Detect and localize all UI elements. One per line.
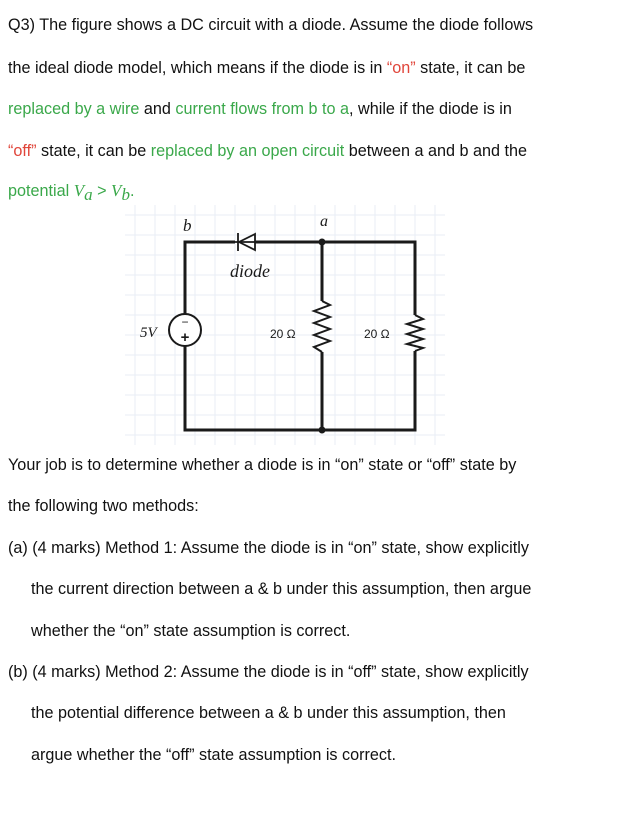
q3-line-4: “off” state, it can be replaced by an open circuit between a and b and the (8, 142, 527, 160)
node-a-label: a (320, 213, 328, 230)
q3-line-5: potential $V_a > V_b$. (8, 181, 135, 205)
part-a-line-1: (a) (4 marks) Method 1: Assume the diode is in “on” state, show explicitly (8, 539, 529, 557)
resistor-1-icon (314, 301, 330, 352)
diode-label: diode (230, 261, 270, 281)
node-b-label: b (183, 216, 192, 235)
part-a-line-3: whether the “on” state assumption is correct. (31, 622, 351, 640)
resistor-2-label: 20 Ω (364, 327, 390, 341)
job-line-1: Your job is to determine whether a diode is in “on” state or “off” state by (8, 456, 517, 474)
source-label: 5V (140, 325, 157, 341)
source-minus: − (181, 315, 189, 329)
part-b-line-3: argue whether the “off” state assumption is correct. (31, 746, 396, 764)
node-a-dot (319, 239, 326, 246)
diode-icon (235, 233, 255, 251)
bottom-junction-dot (319, 427, 326, 434)
part-b-line-2: the potential difference between a & b under this assumption, then (31, 704, 506, 722)
part-a-line-2: the current direction between a & b under this assumption, then argue (31, 580, 532, 598)
circuit-diagram (125, 205, 445, 445)
part-b-line-1: (b) (4 marks) Method 2: Assume the diode is in “off” state, show explicitly (8, 663, 529, 681)
q3-line-1: Q3) The figure shows a DC circuit with a diode. Assume the diode follows (8, 16, 534, 34)
source-plus: + (180, 329, 190, 346)
job-line-2: the following two methods: (8, 497, 199, 515)
q3-line-3: replaced by a wire and current flows from b to a, while if the diode is in (8, 100, 512, 118)
q3-line-2: the ideal diode model, which means if the diode is in “on” state, it can be (8, 59, 526, 77)
resistor-1-label: 20 Ω (270, 327, 296, 341)
